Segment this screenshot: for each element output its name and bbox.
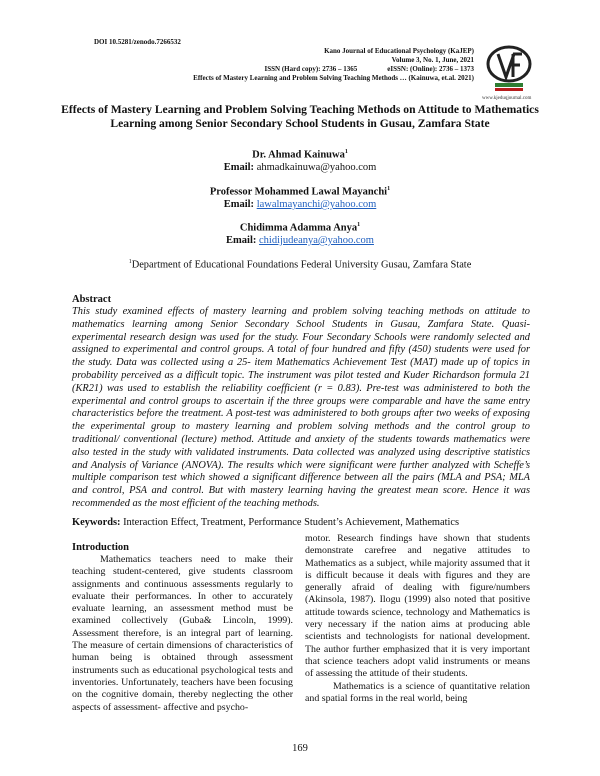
journal-name: Kano Journal of Educational Psychology (KaJEP)	[324, 47, 474, 55]
running-title: Effects of Mastery Learning and Problem Solving Teaching Methods … (Kainuwa, et.al. 2021)	[193, 74, 474, 82]
abstract-text: This study examined effects of mastery learning and problem solving teaching methods on attitude to mathematics learning among Senior Secondary School Students in Gusau, Zamfara State. Quasi-experimental research design was used for the study. Four Secondary Schools were randomly selected and assigned to experimental and control groups. A total of four hundred and fifty (450) students were used for the study. Data was collected using a 25- item Mathematics Achievement Test (MAT) made up of topics in probability perceived as a difficult topic. The instrument was pilot tested and Kuder Richardson formula 21 (KR21) was used to establish the reliability coefficient (r = 0.83). Pre-test was administered to both the experimental and control groups to ascertain if the three groups were comparable and have the same entry characteristics before the treatment. A post-test was administered to both groups after two weeks of exposing the experimental group to mastery learning and problem solving methods and the control group to traditional/ conventional (lecture) method. Attitude and anxiety of the students towards mathematics were also tested in the study with validated instruments. Data collected was analyzed using descriptive statistics and Analysis of Variance (ANOVA). The results which were significant were further analyzed with Scheffe’s multiple comparison test which showed a significant difference between all the pairs (MLA and PSA; MLA and control, PSA and control. But with mastery learning having the greatest mean score. Hence it was recommended as the most efficient of the teaching methods.	[72, 306, 530, 509]
journal-logo	[486, 45, 532, 95]
title-line-1: Effects of Mastery Learning and Problem Solving Teaching Methods on Attitude to Mathematics	[61, 103, 539, 116]
author-email-link[interactable]: lawalmayanchi@yahoo.com	[256, 199, 377, 210]
journal-website: www.kjeduqjournal.com	[482, 96, 532, 101]
keywords	[72, 517, 459, 528]
title-line-2: Learning among Senior Secondary School Students in Gusau, Zamfara State	[110, 117, 490, 130]
intro-paragraph: Mathematics teachers need to make their teaching student-centered, give students classroom assignments and continuous assessments regularly to evaluate their performances. In other to accurately evaluate learning, an assessment method must be examined collectively (Guba& Lincoln, 1999). Assessment therefore, is an integral part of learning. The measure of certain dimensions of characteristics of human being is obtained through assessment instruments such as educational psychological tests and inventories. Unfortunately, teachers have been focusing on the cognitive domain, thereby neglecting the other aspects of assessment- affective and psycho-	[72, 554, 293, 713]
email-label: Email:	[223, 199, 255, 210]
author-email: ahmadkainuwa@yahoo.com	[256, 162, 377, 173]
abstract-heading: Abstract	[72, 294, 112, 305]
author-sup: 1	[387, 186, 391, 192]
author-3	[0, 219, 600, 248]
keywords-text: Interaction Effect, Treatment, Performance Student’s Achievement, Mathematics	[123, 517, 460, 528]
email-label: Email:	[223, 162, 255, 173]
author-name: Chidimma Adamma Anya	[239, 222, 358, 234]
page-number: 169	[292, 743, 308, 754]
author-1	[0, 146, 600, 175]
affiliation-text: Department of Educational Foundations Federal University Gusau, Zamfara State	[131, 259, 472, 271]
intro-paragraph: motor. Research findings have shown that students demonstrate carefree and negative attitudes to Mathematics as a subject, while majority assumed that it is difficult because it deals with figures and they are generally afraid of dealing with figure/numbers (Akinsola, 1987). Ilogu (1999) also noted that positive attitude towards science, technology and Mathematics is very necessary if the nation aims at producing able scientists and technologists for national development. The author further emphasized that it is very important that science teachers adopt valid instruments or means of assessing the attitude of their students.	[305, 533, 530, 680]
paper-title	[60, 103, 540, 131]
email-label: Email:	[226, 235, 257, 246]
intro-paragraph: Mathematics is a science of quantitative relation and spatial forms in the real world, being	[305, 680, 530, 704]
author-sup: 1	[344, 149, 348, 155]
doi: DOI 10.5281/zenodo.7266532	[94, 38, 181, 46]
journal-header	[74, 47, 474, 83]
keywords-label: Keywords:	[72, 517, 121, 528]
affiliation	[0, 259, 600, 270]
eissn: eISSN: (Online): 2736 – 1373	[387, 65, 474, 73]
author-2	[0, 183, 600, 212]
issn-hard: ISSN (Hard copy): 2736 – 1365	[264, 65, 358, 73]
author-sup: 1	[357, 222, 361, 228]
right-column	[305, 533, 530, 705]
author-email-link[interactable]: chidijudeanya@yahoo.com	[259, 235, 374, 246]
journal-volume: Volume 3, No. 1, June, 2021	[391, 56, 474, 64]
introduction-heading: Introduction	[72, 542, 129, 553]
author-name: Dr. Ahmad Kainuwa	[252, 149, 345, 161]
issn-line	[74, 65, 474, 74]
author-name: Professor Mohammed Lawal Mayanchi	[209, 186, 388, 198]
left-column	[72, 554, 293, 714]
affiliation-sup: 1	[128, 259, 132, 265]
